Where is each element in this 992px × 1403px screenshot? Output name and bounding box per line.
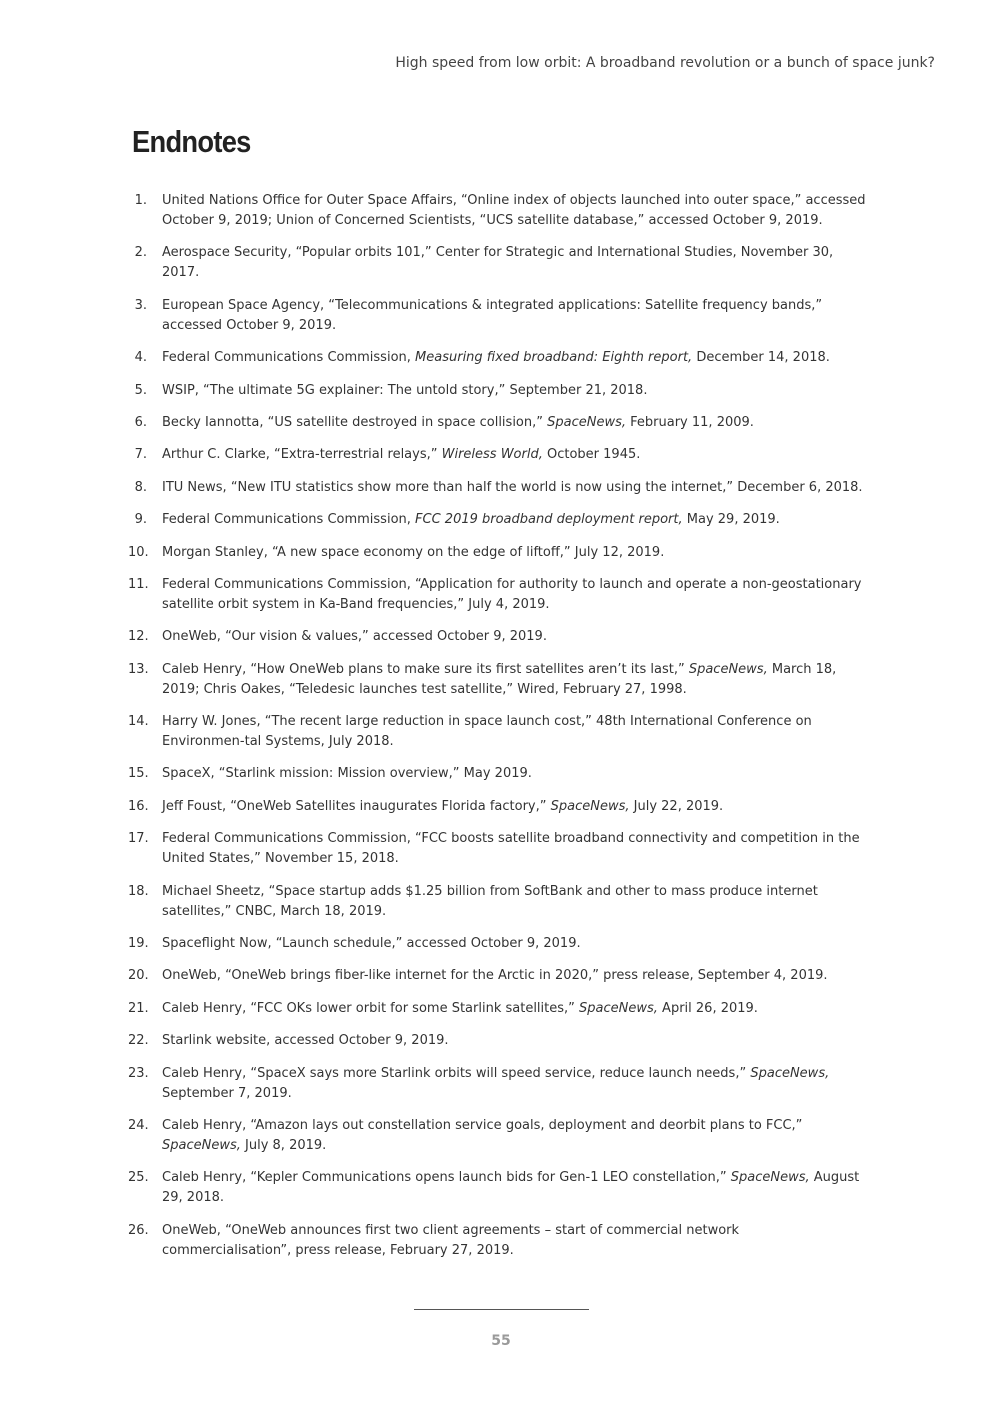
endnote-text bbox=[162, 296, 868, 336]
endnote-publication-title: SpaceNews, bbox=[730, 1170, 810, 1186]
endnote-number: 25. bbox=[128, 1170, 149, 1186]
endnote-number: 21. bbox=[128, 1000, 149, 1016]
endnote-number: 18. bbox=[128, 883, 149, 899]
endnote-number: 5. bbox=[134, 382, 147, 398]
endnote-text-segment: July 22, 2019. bbox=[629, 798, 724, 814]
endnote-number: 3. bbox=[134, 297, 147, 313]
endnote-text bbox=[162, 445, 868, 465]
endnote-item bbox=[128, 191, 868, 231]
endnote-text-segment: Starlink website, accessed October 9, 2019. bbox=[162, 1033, 449, 1049]
endnote-item bbox=[128, 1064, 868, 1104]
endnote-text-segment: August 29, 2018. bbox=[162, 1170, 860, 1206]
endnote-text bbox=[162, 1064, 868, 1104]
endnote-text bbox=[162, 882, 868, 922]
endnote-item bbox=[128, 296, 868, 336]
endnote-text bbox=[162, 243, 868, 283]
endnote-number: 16. bbox=[128, 798, 149, 814]
endnote-number: 14. bbox=[128, 714, 149, 730]
endnote-text bbox=[162, 934, 868, 954]
endnote-text-segment: OneWeb, “OneWeb announces first two client agreements – start of commercial network commercialisation”, press release, February 27, 2019. bbox=[162, 1222, 740, 1258]
endnote-text bbox=[162, 829, 868, 869]
endnote-number: 2. bbox=[134, 245, 147, 261]
endnote-item bbox=[128, 882, 868, 922]
endnote-text bbox=[162, 1031, 868, 1051]
endnote-publication-title: SpaceNews, bbox=[547, 414, 627, 430]
endnote-text-segment: Becky Iannotta, “US satellite destroyed in space collision,” bbox=[162, 414, 548, 430]
endnote-publication-title: SpaceNews, bbox=[162, 1137, 241, 1153]
endnote-item bbox=[128, 712, 868, 752]
endnote-text-segment: Caleb Henry, “Kepler Communications opens launch bids for Gen-1 LEO constellation,” bbox=[162, 1170, 731, 1186]
endnote-text-segment: Federal Communications Commission, “FCC boosts satellite broadband connectivity and competition in the United States,” November 15, 2018. bbox=[162, 831, 860, 867]
endnote-number: 23. bbox=[128, 1065, 149, 1081]
endnote-text bbox=[162, 1221, 868, 1261]
endnote-text bbox=[162, 413, 868, 433]
endnote-number: 12. bbox=[128, 629, 149, 645]
endnote-text-segment: Spaceflight Now, “Launch schedule,” accessed October 9, 2019. bbox=[162, 936, 581, 952]
endnote-text bbox=[162, 191, 868, 231]
endnote-text bbox=[162, 764, 868, 784]
endnote-number: 22. bbox=[128, 1033, 149, 1049]
endnote-item bbox=[128, 381, 868, 401]
endnote-publication-title: SpaceNews, bbox=[750, 1065, 830, 1081]
endnote-text bbox=[162, 575, 868, 615]
endnote-publication-title: FCC 2019 broadband deployment report, bbox=[415, 512, 683, 528]
endnote-text-segment: Jeff Foust, “OneWeb Satellites inaugurates Florida factory,” bbox=[162, 798, 551, 814]
page-title: Endnotes bbox=[132, 124, 251, 159]
endnote-text-segment: United Nations Office for Outer Space Affairs, “Online index of objects launched into outer space,” accessed October 9, 2019; Union of Concerned Scientists, “UCS satellite database,” accessed October 9, 2019. bbox=[162, 193, 866, 228]
endnote-item bbox=[128, 1031, 868, 1051]
endnote-text-segment: May 29, 2019. bbox=[682, 512, 780, 528]
endnote-text-segment: Caleb Henry, “Amazon lays out constellation service goals, deployment and deorbit plans to FCC,” bbox=[162, 1117, 803, 1133]
endnote-text-segment: September 7, 2019. bbox=[162, 1085, 292, 1101]
endnote-text bbox=[162, 348, 868, 368]
endnote-text bbox=[162, 999, 868, 1019]
endnote-text bbox=[162, 1116, 868, 1156]
endnote-text-segment: Michael Sheetz, “Space startup adds $1.25 billion from SoftBank and other to mass produce internet satellites,” CNBC, March 18, 2019. bbox=[162, 883, 818, 919]
endnote-item bbox=[128, 934, 868, 954]
endnote-text bbox=[162, 627, 868, 647]
endnote-text bbox=[162, 966, 868, 986]
page-number: 55 bbox=[491, 1333, 511, 1349]
endnote-text bbox=[162, 712, 868, 752]
endnote-number: 4. bbox=[134, 350, 147, 366]
endnote-text-segment: OneWeb, “Our vision & values,” accessed October 9, 2019. bbox=[162, 629, 547, 645]
endnote-text-segment: Caleb Henry, “FCC OKs lower orbit for some Starlink satellites,” bbox=[162, 1000, 580, 1016]
endnote-text-segment: Federal Communications Commission, bbox=[162, 350, 416, 366]
endnote-text-segment: Federal Communications Commission, “Application for authority to launch and operate a non-geostationary satellite orbit system in Ka-Band frequencies,” July 4, 2019. bbox=[162, 576, 862, 612]
endnote-item bbox=[128, 999, 868, 1019]
endnote-item bbox=[128, 660, 868, 700]
endnote-text-segment: April 26, 2019. bbox=[657, 1000, 758, 1016]
endnote-number: 8. bbox=[134, 479, 147, 495]
endnote-text bbox=[162, 1168, 868, 1208]
endnote-number: 6. bbox=[134, 414, 147, 430]
endnote-text-segment: Caleb Henry, “SpaceX says more Starlink orbits will speed service, reduce launch needs,” bbox=[162, 1065, 751, 1081]
endnote-number: 10. bbox=[128, 544, 149, 560]
endnote-text bbox=[162, 797, 868, 817]
endnote-number: 20. bbox=[128, 968, 149, 984]
endnote-item bbox=[128, 797, 868, 817]
endnote-text-segment: Federal Communications Commission, bbox=[162, 512, 416, 528]
endnote-publication-title: Measuring fixed broadband: Eighth report, bbox=[415, 350, 693, 366]
endnote-number: 1. bbox=[134, 193, 147, 208]
endnote-item bbox=[128, 445, 868, 465]
endnote-item bbox=[128, 829, 868, 869]
endnote-text-segment: July 8, 2019. bbox=[240, 1137, 327, 1153]
endnote-text-segment: February 11, 2009. bbox=[626, 414, 754, 430]
endnote-item bbox=[128, 575, 868, 615]
endnote-text-segment: March 18, 2019; Chris Oakes, “Teledesic launches test satellite,” Wired, February 27, 1998. bbox=[162, 661, 837, 697]
endnote-text bbox=[162, 660, 868, 700]
endnote-item bbox=[128, 348, 868, 368]
endnote-publication-title: SpaceNews, bbox=[688, 661, 768, 677]
endnote-publication-title: SpaceNews, bbox=[550, 798, 630, 814]
endnote-number: 19. bbox=[128, 936, 149, 952]
endnote-text-segment: Aerospace Security, “Popular orbits 101,” Center for Strategic and International Studies, November 30, 2017. bbox=[162, 245, 834, 281]
endnote-item bbox=[128, 966, 868, 986]
endnote-text-segment: October 1945. bbox=[542, 447, 641, 463]
endnote-number: 7. bbox=[134, 447, 147, 463]
endnote-text-segment: WSIP, “The ultimate 5G explainer: The untold story,” September 21, 2018. bbox=[162, 382, 648, 398]
endnote-number: 13. bbox=[128, 661, 149, 677]
endnote-publication-title: Wireless World, bbox=[441, 447, 543, 463]
running-header: High speed from low orbit: A broadband revolution or a bunch of space junk? bbox=[395, 55, 935, 71]
endnote-item bbox=[128, 543, 868, 563]
endnote-number: 17. bbox=[128, 831, 149, 847]
endnote-text-segment: Arthur C. Clarke, “Extra-terrestrial relays,” bbox=[162, 447, 442, 463]
endnote-text bbox=[162, 381, 868, 401]
endnote-text-segment: Caleb Henry, “How OneWeb plans to make sure its first satellites aren’t its last,” bbox=[162, 661, 689, 677]
endnote-text-segment: European Space Agency, “Telecommunications & integrated applications: Satellite frequency bands,” accessed October 9, 2019. bbox=[162, 297, 823, 333]
endnote-text-segment: Harry W. Jones, “The recent large reduction in space launch cost,” 48th International Conference on Environmen-tal Systems, July 2018. bbox=[162, 714, 812, 750]
endnote-item bbox=[128, 627, 868, 647]
endnote-number: 11. bbox=[128, 576, 149, 592]
endnote-item bbox=[128, 764, 868, 784]
endnote-text-segment: SpaceX, “Starlink mission: Mission overview,” May 2019. bbox=[162, 766, 532, 782]
endnote-number: 15. bbox=[128, 766, 149, 782]
endnote-text-segment: Morgan Stanley, “A new space economy on the edge of liftoff,” July 12, 2019. bbox=[162, 544, 665, 560]
endnote-item bbox=[128, 1221, 868, 1261]
endnote-item bbox=[128, 1168, 868, 1208]
footer-divider bbox=[414, 1309, 589, 1310]
endnote-text bbox=[162, 543, 868, 563]
endnote-number: 26. bbox=[128, 1222, 149, 1238]
endnote-item bbox=[128, 413, 868, 433]
endnote-text-segment: December 14, 2018. bbox=[692, 350, 830, 366]
endnote-publication-title: SpaceNews, bbox=[579, 1000, 658, 1016]
endnote-number: 9. bbox=[134, 512, 147, 528]
endnote-text-segment: ITU News, “New ITU statistics show more than half the world is now using the internet,” December 6, 2018. bbox=[162, 479, 863, 495]
endnote-item bbox=[128, 510, 868, 530]
endnotes-list bbox=[128, 191, 868, 1273]
endnote-item bbox=[128, 1116, 868, 1156]
endnote-item bbox=[128, 478, 868, 498]
endnote-text bbox=[162, 510, 868, 530]
endnote-number: 24. bbox=[128, 1117, 149, 1133]
endnote-item bbox=[128, 243, 868, 283]
endnote-text bbox=[162, 478, 868, 498]
endnote-text-segment: OneWeb, “OneWeb brings fiber-like internet for the Arctic in 2020,” press release, September 4, 2019. bbox=[162, 968, 828, 984]
